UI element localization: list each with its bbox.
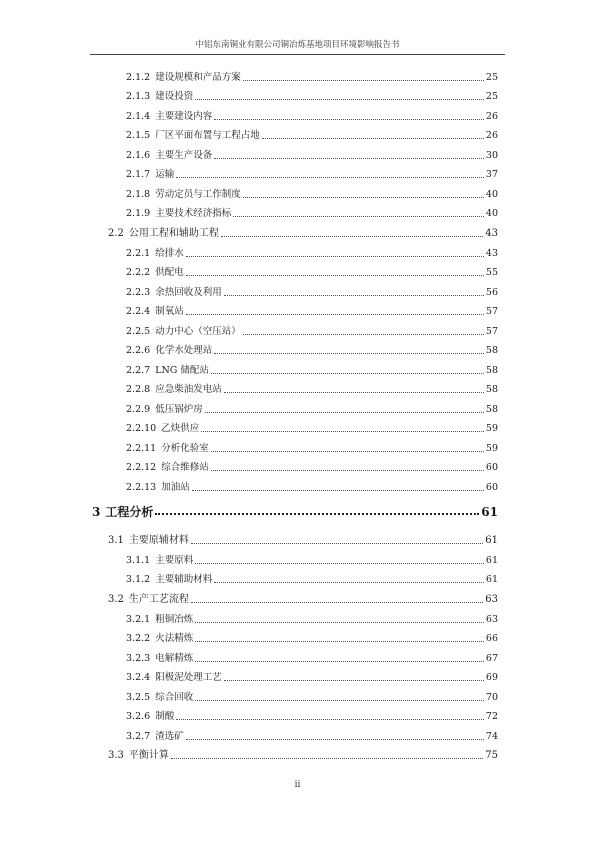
toc-entry-page: 59 bbox=[485, 423, 498, 434]
dot-leader bbox=[186, 255, 484, 257]
toc-entry[interactable] bbox=[108, 228, 498, 240]
toc-entry-page: 58 bbox=[485, 345, 498, 356]
toc-entry-number: 2.2.8 bbox=[126, 384, 151, 395]
dot-leader bbox=[195, 98, 484, 100]
toc-entry-title: 主要建设内容 bbox=[155, 111, 213, 122]
toc-entry-page: 59 bbox=[485, 443, 498, 454]
toc-entry-page: 61 bbox=[481, 505, 498, 519]
toc-entry[interactable] bbox=[126, 614, 498, 626]
dot-leader bbox=[214, 157, 484, 159]
toc-entry-number: 2.2.11 bbox=[126, 443, 157, 454]
toc-entry-page: 25 bbox=[485, 72, 498, 83]
toc-entry-page: 57 bbox=[485, 306, 498, 317]
toc-entry-page: 37 bbox=[485, 169, 498, 180]
toc-entry[interactable] bbox=[126, 404, 498, 416]
toc-entry-number: 2.2.6 bbox=[126, 345, 151, 356]
toc-entry[interactable] bbox=[126, 462, 498, 474]
toc-entry-number: 3.2.2 bbox=[126, 633, 151, 644]
dot-leader bbox=[211, 450, 484, 452]
toc-entry-number: 3.2.1 bbox=[126, 614, 151, 625]
toc-entry[interactable] bbox=[126, 365, 498, 377]
toc-entry[interactable] bbox=[108, 535, 498, 547]
dot-leader bbox=[186, 274, 484, 276]
toc-entry-number: 2.2.3 bbox=[126, 287, 151, 298]
toc-entry-page: 58 bbox=[485, 404, 498, 415]
toc-entry[interactable] bbox=[126, 672, 498, 684]
toc-entry-number: 2.2.5 bbox=[126, 326, 151, 337]
toc-entry[interactable] bbox=[126, 306, 498, 318]
toc-entry-title: 主要原料 bbox=[155, 555, 194, 566]
toc-entry-title: 化学水处理站 bbox=[155, 345, 213, 356]
toc-entry-number: 3.3 bbox=[108, 750, 124, 761]
dot-leader bbox=[171, 757, 483, 759]
toc-entry[interactable] bbox=[126, 150, 498, 162]
dot-leader bbox=[191, 601, 483, 603]
toc-entry-page: 56 bbox=[485, 287, 498, 298]
toc-entry-number: 2.1.5 bbox=[126, 130, 151, 141]
toc-entry-title: 综合回收 bbox=[155, 692, 194, 703]
dot-leader bbox=[214, 352, 484, 354]
toc-entry-title: 制酸 bbox=[155, 711, 175, 722]
toc-entry-page: 58 bbox=[485, 365, 498, 376]
toc-entry-title: 劳动定员与工作制度 bbox=[155, 189, 241, 200]
toc-entry-page: 69 bbox=[485, 672, 498, 683]
toc-entry-number: 2.2 bbox=[108, 228, 124, 239]
toc-entry-title: 火法精炼 bbox=[155, 633, 194, 644]
toc-entry-title: LNG 储配站 bbox=[155, 365, 209, 376]
dot-leader bbox=[224, 294, 484, 296]
toc-entry-title: 动力中心（空压站） bbox=[155, 326, 241, 337]
toc-entry[interactable] bbox=[126, 574, 498, 586]
toc-entry-title: 厂区平面布置与工程占地 bbox=[155, 130, 260, 141]
toc-entry-page: 40 bbox=[485, 189, 498, 200]
toc-entry[interactable] bbox=[126, 130, 498, 142]
dot-leader bbox=[224, 391, 484, 393]
toc-entry-page: 61 bbox=[485, 574, 498, 585]
toc-entry[interactable] bbox=[126, 267, 498, 279]
toc-entry-number: 3.1 bbox=[108, 535, 124, 546]
toc-entry-title: 阳极泥处理工艺 bbox=[155, 672, 222, 683]
page-number: ii bbox=[294, 780, 301, 790]
toc-entry-page: 63 bbox=[485, 614, 498, 625]
dot-leader bbox=[262, 137, 484, 139]
dot-leader bbox=[221, 235, 483, 237]
dot-leader bbox=[211, 469, 484, 471]
dot-leader bbox=[214, 118, 484, 120]
toc-entry-number: 3 bbox=[92, 505, 101, 519]
dot-leader bbox=[191, 542, 483, 544]
toc-entry-number: 2.2.7 bbox=[126, 365, 151, 376]
toc-entry[interactable] bbox=[126, 345, 498, 357]
dot-leader bbox=[176, 718, 484, 720]
toc-entry-number: 2.1.6 bbox=[126, 150, 151, 161]
running-header: 中铝东南铜业有限公司铜冶炼基地项目环境影响报告书 bbox=[195, 40, 400, 50]
toc-entry-page: 60 bbox=[485, 462, 498, 473]
toc-entry[interactable] bbox=[126, 248, 498, 260]
toc-entry-title: 主要技术经济指标 bbox=[155, 208, 232, 219]
dot-leader bbox=[243, 79, 484, 81]
toc-entry-title: 加油站 bbox=[161, 482, 190, 493]
dot-leader bbox=[176, 176, 484, 178]
toc-entry-page: 75 bbox=[485, 750, 498, 761]
toc-entry-title: 建设规模和产品方案 bbox=[155, 72, 241, 83]
toc-entry[interactable] bbox=[126, 692, 498, 704]
dot-leader bbox=[195, 640, 484, 642]
toc-entry-title: 主要原辅材料 bbox=[128, 535, 189, 546]
toc-entry-number: 2.1.9 bbox=[126, 208, 151, 219]
toc-entry-page: 61 bbox=[485, 555, 498, 566]
dot-leader bbox=[243, 196, 484, 198]
toc-entry[interactable] bbox=[126, 91, 498, 103]
dot-leader bbox=[224, 679, 484, 681]
dot-leader bbox=[195, 699, 484, 701]
toc-entry-number: 2.2.4 bbox=[126, 306, 151, 317]
dot-leader bbox=[155, 512, 479, 515]
toc-entry-title: 余热回收及利用 bbox=[155, 287, 222, 298]
toc-entry[interactable] bbox=[92, 506, 498, 518]
toc-entry[interactable] bbox=[126, 189, 498, 201]
toc-entry[interactable] bbox=[126, 326, 498, 338]
dot-leader bbox=[195, 562, 484, 564]
toc-entry-number: 2.1.3 bbox=[126, 91, 151, 102]
toc-entry-number: 2.2.10 bbox=[126, 423, 157, 434]
toc-entry-number: 2.2.13 bbox=[126, 482, 157, 493]
toc-entry-title: 应急柴油发电站 bbox=[155, 384, 222, 395]
dot-leader bbox=[186, 313, 484, 315]
toc-entry[interactable] bbox=[126, 711, 498, 723]
toc-entry-title: 平衡计算 bbox=[128, 750, 169, 761]
toc-entry-title: 工程分析 bbox=[105, 505, 154, 519]
toc-entry[interactable] bbox=[126, 731, 498, 743]
toc-entry-title: 运输 bbox=[155, 169, 175, 180]
toc-entry-number: 3.2.4 bbox=[126, 672, 151, 683]
toc-entry-title: 分析化验室 bbox=[161, 443, 209, 454]
dot-leader bbox=[192, 489, 484, 491]
toc-entry[interactable] bbox=[126, 653, 498, 665]
toc-entry-page: 58 bbox=[485, 384, 498, 395]
toc-entry-title: 综合维修站 bbox=[161, 462, 209, 473]
toc-entry[interactable] bbox=[126, 169, 498, 181]
toc-entry-page: 66 bbox=[485, 633, 498, 644]
dot-leader bbox=[186, 738, 484, 740]
toc-entry-page: 57 bbox=[485, 326, 498, 337]
toc-entry-page: 40 bbox=[485, 208, 498, 219]
toc-entry-title: 主要辅助材料 bbox=[155, 574, 213, 585]
toc-entry[interactable] bbox=[108, 594, 498, 606]
toc-entry-number: 2.2.1 bbox=[126, 248, 151, 259]
toc-entry-page: 30 bbox=[485, 150, 498, 161]
toc-entry-title: 乙炔供应 bbox=[161, 423, 200, 434]
toc-entry-number: 3.2.6 bbox=[126, 711, 151, 722]
toc-entry-title: 公用工程和辅助工程 bbox=[128, 228, 219, 239]
toc-entry-number: 2.1.4 bbox=[126, 111, 151, 122]
toc-entry-page: 43 bbox=[485, 248, 498, 259]
toc-entry[interactable] bbox=[126, 287, 498, 299]
toc-entry-number: 2.1.8 bbox=[126, 189, 151, 200]
toc-entry[interactable] bbox=[126, 208, 498, 220]
toc-entry-page: 70 bbox=[485, 692, 498, 703]
toc-entry[interactable] bbox=[126, 111, 498, 123]
dot-leader bbox=[214, 581, 484, 583]
dot-leader bbox=[243, 333, 484, 335]
toc-entry-title: 低压锅炉房 bbox=[155, 404, 203, 415]
toc-entry-title: 主要生产设备 bbox=[155, 150, 213, 161]
toc-entry-title: 渣选矿 bbox=[155, 731, 184, 742]
toc-entry-title: 建设投资 bbox=[155, 91, 194, 102]
dot-leader bbox=[211, 372, 484, 374]
toc-entry-number: 3.1.1 bbox=[126, 555, 151, 566]
toc-entry-page: 26 bbox=[485, 130, 498, 141]
toc-entry[interactable] bbox=[126, 72, 498, 84]
toc-entry-page: 60 bbox=[485, 482, 498, 493]
toc-entry[interactable] bbox=[126, 482, 498, 494]
dot-leader bbox=[195, 621, 484, 623]
toc-entry[interactable] bbox=[126, 555, 498, 567]
toc-entry-page: 67 bbox=[485, 653, 498, 664]
toc-entry-number: 3.2.5 bbox=[126, 692, 151, 703]
toc-entry-number: 2.2.12 bbox=[126, 462, 157, 473]
toc-entry-page: 26 bbox=[485, 111, 498, 122]
toc-entry-number: 2.2.9 bbox=[126, 404, 151, 415]
dot-leader bbox=[201, 430, 484, 432]
toc-entry[interactable] bbox=[126, 384, 498, 396]
toc-entry-page: 61 bbox=[485, 535, 498, 546]
toc-entry-page: 25 bbox=[485, 91, 498, 102]
toc-entry-number: 2.1.7 bbox=[126, 169, 151, 180]
toc-entry-number: 3.2 bbox=[108, 594, 124, 605]
toc-entry-title: 生产工艺流程 bbox=[128, 594, 189, 605]
toc-entry-number: 3.1.2 bbox=[126, 574, 151, 585]
toc-entry-title: 供配电 bbox=[155, 267, 184, 278]
toc-entry-title: 粗铜冶炼 bbox=[155, 614, 194, 625]
toc-entry-page: 55 bbox=[485, 267, 498, 278]
toc-entry-title: 给排水 bbox=[155, 248, 184, 259]
toc-entry-title: 制氧站 bbox=[155, 306, 184, 317]
toc-entry[interactable] bbox=[126, 423, 498, 435]
toc-entry-page: 72 bbox=[485, 711, 498, 722]
toc-entry-page: 74 bbox=[485, 731, 498, 742]
dot-leader bbox=[195, 660, 484, 662]
dot-leader bbox=[205, 411, 484, 413]
toc-entry-number: 2.1.2 bbox=[126, 72, 151, 83]
toc-entry-number: 3.2.3 bbox=[126, 653, 151, 664]
toc-entry-number: 2.2.2 bbox=[126, 267, 151, 278]
toc-entry[interactable] bbox=[126, 633, 498, 645]
toc-entry[interactable] bbox=[108, 750, 498, 762]
toc-entry-title: 电解精炼 bbox=[155, 653, 194, 664]
toc-entry[interactable] bbox=[126, 443, 498, 455]
toc-entry-page: 43 bbox=[485, 228, 498, 239]
dot-leader bbox=[233, 215, 484, 217]
toc-entry-page: 63 bbox=[485, 594, 498, 605]
toc-entry-number: 3.2.7 bbox=[126, 731, 151, 742]
